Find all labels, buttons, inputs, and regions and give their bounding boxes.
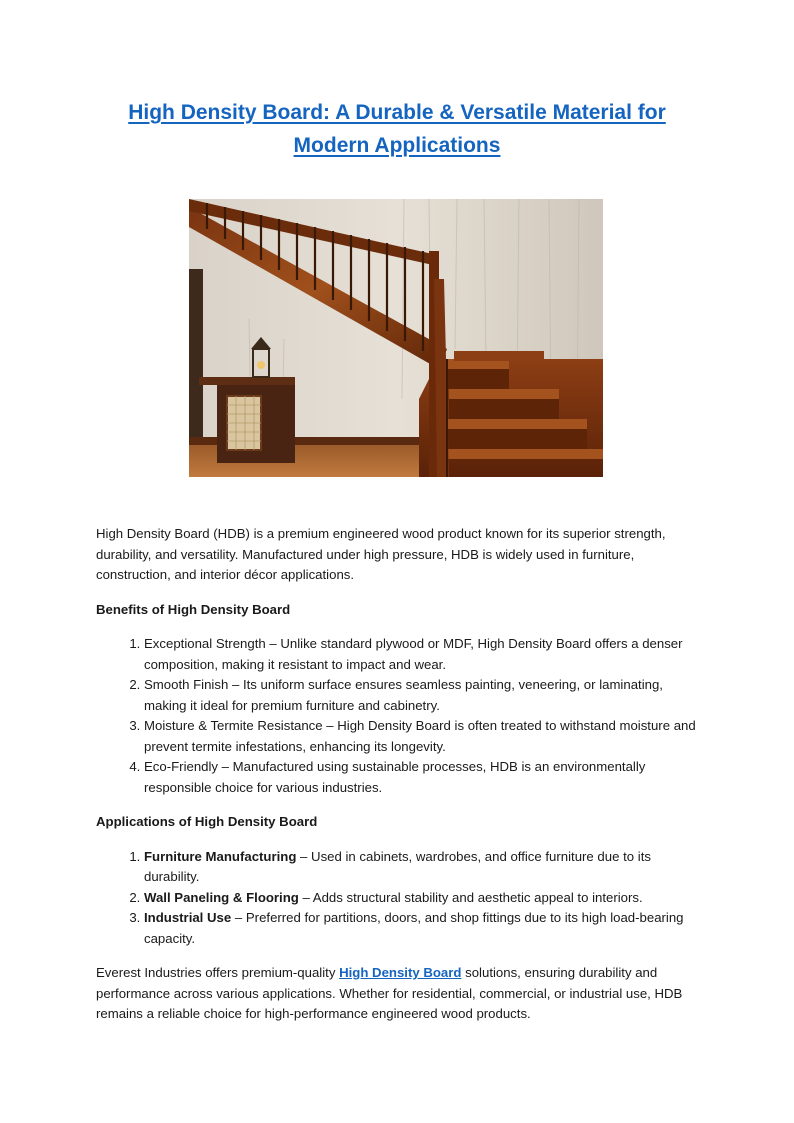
intro-paragraph: High Density Board (HDB) is a premium engineered wood product known for its superior strength, durability, and versatility. Manufactured under high pressure, HDB is widely used in furniture, construction, and interior décor applications.	[96, 526, 666, 582]
application-term: Furniture Manufacturing	[144, 848, 297, 864]
article-body	[96, 524, 701, 1025]
list-item: 1. Exceptional Strength – Unlike standard plywood or MDF, High Density Board offers a denser composition, making it resistant to impact and wear.	[144, 634, 701, 675]
application-term: Industrial Use	[144, 910, 232, 925]
application-term: Wall Paneling & Flooring	[144, 889, 299, 905]
applications-heading: Applications of High Density Board	[96, 814, 318, 829]
list-item: 4. Eco-Friendly – Manufactured using sustainable processes, HDB is an environmentally responsible choice for various industries.	[144, 757, 701, 798]
application-text: – Adds structural stability and aesthetic appeal to interiors.	[298, 889, 643, 905]
application-text: – Used in cabinets, wardrobes, and office furniture due to its durability.	[144, 848, 651, 884]
benefits-heading: Benefits of High Density Board	[96, 601, 291, 617]
staircase-image	[189, 199, 603, 477]
applications-list	[96, 847, 701, 950]
closing-text-before: Everest Industries offers premium-quality	[96, 965, 340, 980]
closing-text-after: solutions, ensuring durability and performance across various applications. Whether for residential, commercial, or industrial use, HDB remains a reliable choice for high-performance engineered wood products.	[96, 965, 683, 1021]
list-item	[144, 908, 701, 949]
list-item	[144, 847, 701, 888]
page-title: High Density Board: A Durable & Versatile Material for Modern Applications	[128, 101, 666, 157]
high-density-board-link[interactable]: High Density Board	[339, 965, 462, 980]
list-item: 3. Moisture & Termite Resistance – High Density Board is often treated to withstand moisture and prevent termite infestations, enhancing its longevity.	[144, 716, 701, 757]
closing-paragraph	[96, 963, 701, 1025]
list-item	[144, 888, 701, 909]
list-item: 2. Smooth Finish – Its uniform surface ensures seamless painting, veneering, or laminating, making it ideal for premium furniture and cabinetry.	[144, 675, 701, 716]
benefits-list	[96, 634, 701, 798]
application-text: – Preferred for partitions, doors, and shop fittings due to its high load-bearing capacity.	[144, 910, 684, 946]
